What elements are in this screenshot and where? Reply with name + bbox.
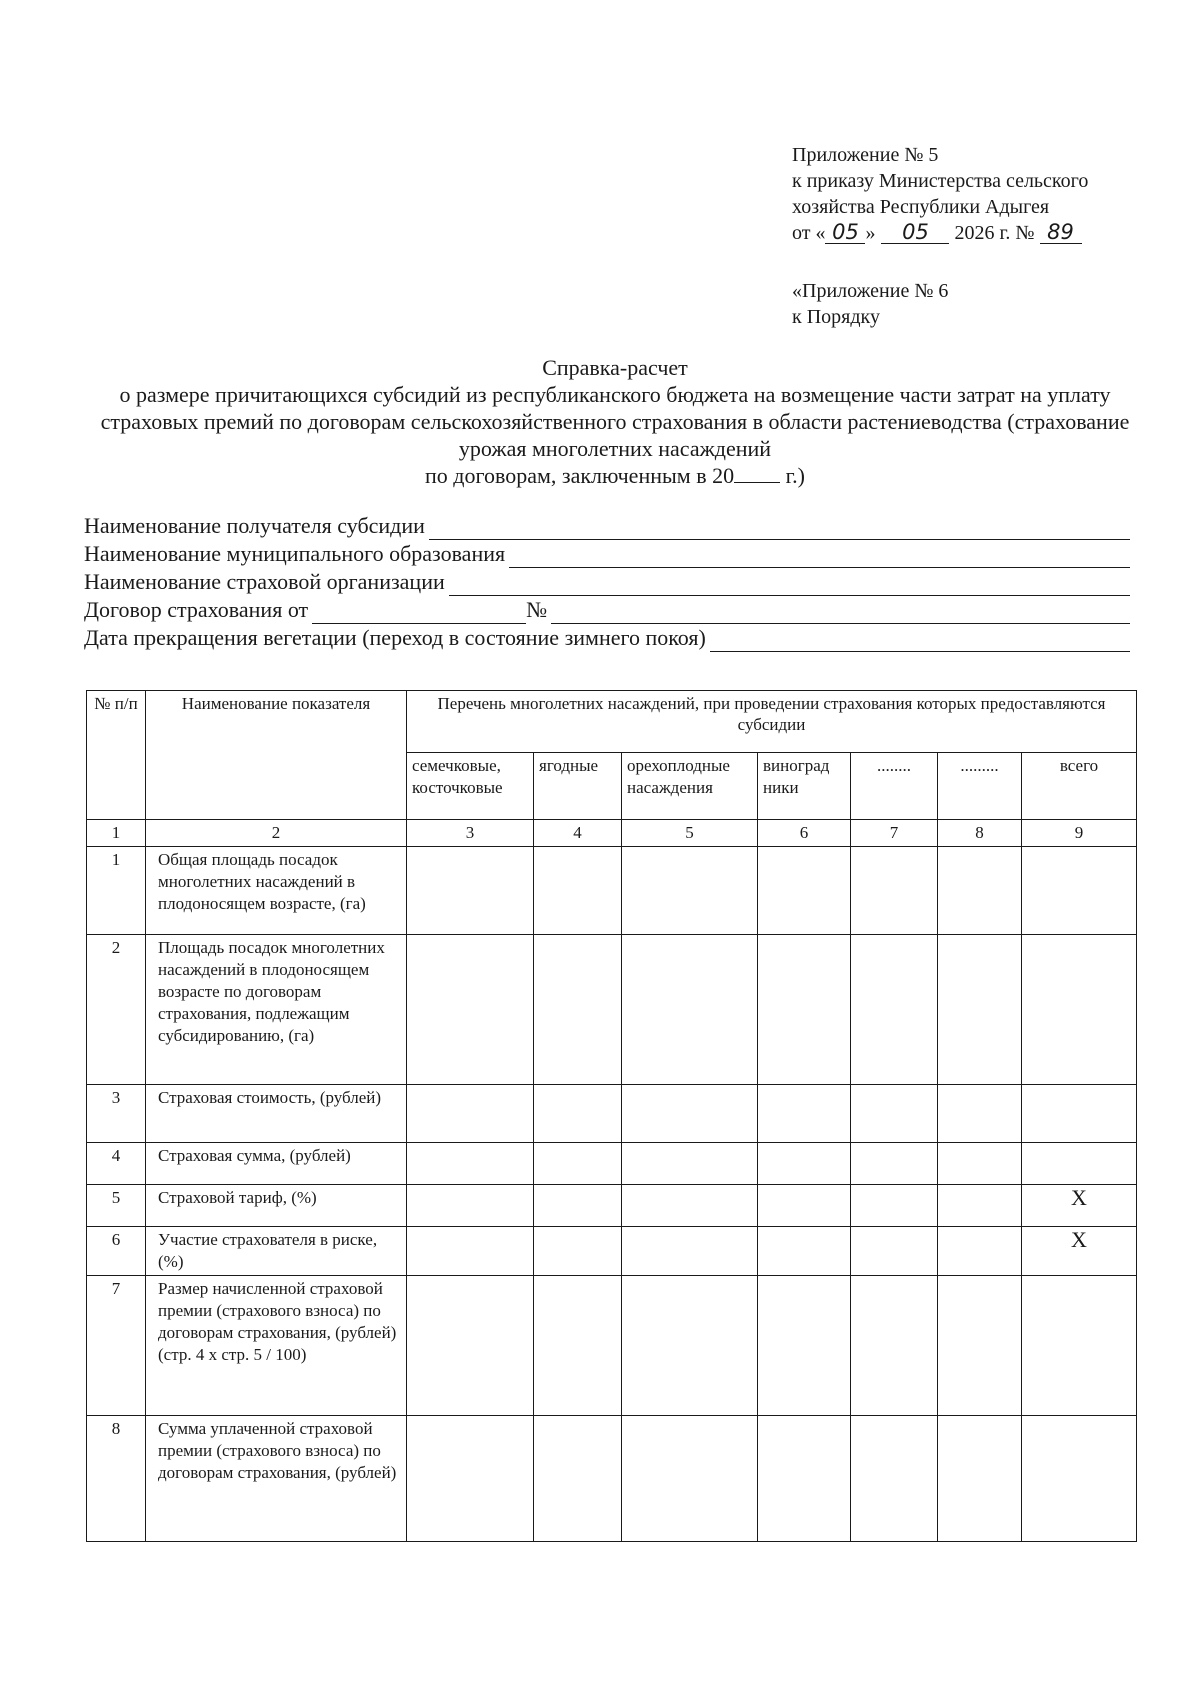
municipality-label: Наименование муниципального образования	[84, 541, 506, 566]
data-cell[interactable]	[758, 1185, 851, 1227]
appendix-title: Приложение № 5	[792, 144, 939, 166]
data-cell[interactable]	[534, 1185, 622, 1227]
data-cell[interactable]	[534, 1085, 622, 1143]
data-cell[interactable]	[622, 1143, 758, 1185]
data-cell[interactable]	[534, 1276, 622, 1416]
total-cell[interactable]	[1022, 847, 1137, 935]
date-prefix: от «	[792, 222, 826, 244]
row-number: 1	[87, 847, 146, 935]
data-cell[interactable]	[758, 1276, 851, 1416]
col-number: 7	[851, 820, 938, 847]
total-cell[interactable]	[1022, 1085, 1137, 1143]
data-cell[interactable]	[851, 1227, 938, 1276]
document-title	[90, 354, 1140, 489]
table-row	[87, 1416, 1137, 1542]
header-col-total: всего	[1022, 753, 1137, 820]
appendix-secondary	[792, 278, 948, 330]
row-number: 3	[87, 1085, 146, 1143]
data-cell[interactable]	[851, 847, 938, 935]
data-cell[interactable]	[407, 1185, 534, 1227]
appendix-date-line	[792, 220, 1088, 246]
data-cell[interactable]	[758, 935, 851, 1085]
data-cell[interactable]	[622, 1185, 758, 1227]
total-cell[interactable]	[1022, 1143, 1137, 1185]
table-row	[87, 1085, 1137, 1143]
data-cell[interactable]	[622, 1085, 758, 1143]
title-year-suffix: г.)	[785, 463, 805, 488]
row-label: Размер начисленной страховой премии (страхового взноса) по договорам страхования, (рублей) (стр. 4 х стр. 5 / 100)	[146, 1276, 407, 1416]
data-cell[interactable]	[622, 1276, 758, 1416]
data-cell[interactable]	[851, 1416, 938, 1542]
data-cell[interactable]	[622, 1227, 758, 1276]
data-cell[interactable]	[938, 1276, 1022, 1416]
data-cell[interactable]	[851, 1143, 938, 1185]
recipient-field[interactable]	[429, 519, 1130, 540]
data-cell[interactable]	[407, 1416, 534, 1542]
data-cell[interactable]	[758, 847, 851, 935]
data-cell[interactable]	[407, 1227, 534, 1276]
data-cell[interactable]	[407, 935, 534, 1085]
handwritten-month: 05	[881, 221, 949, 244]
title-year-prefix: по договорам, заключенным в 20	[425, 463, 735, 488]
col-number: 6	[758, 820, 851, 847]
data-cell[interactable]	[938, 1085, 1022, 1143]
data-cell[interactable]	[938, 1185, 1022, 1227]
row-label: Сумма уплаченной страховой премии (страхового взноса) по договорам страхования, (рублей)	[146, 1416, 407, 1542]
header-number: № п/п	[87, 691, 146, 820]
data-cell[interactable]	[938, 847, 1022, 935]
year-blank-field[interactable]	[734, 464, 780, 483]
title-year-line	[90, 462, 1140, 489]
appendix-order-line: к приказу Министерства сельского	[792, 170, 1089, 192]
data-cell[interactable]	[407, 1085, 534, 1143]
date-year-text: 2026 г. №	[954, 222, 1035, 244]
header-plantings-group: Перечень многолетних насаждений, при проведении страхования которых предоставляются субсидии	[407, 691, 1137, 753]
appendix-header	[792, 142, 1088, 246]
row-label: Площадь посадок многолетних насаждений в плодоносящем возрасте по договорам страхования, подлежащим субсидированию, (га)	[146, 935, 407, 1085]
row-label: Страховая сумма, (рублей)	[146, 1143, 407, 1185]
data-cell[interactable]	[938, 1416, 1022, 1542]
header-row-1	[87, 691, 1137, 753]
total-cell[interactable]	[1022, 935, 1137, 1085]
col-number: 4	[534, 820, 622, 847]
title-description: о размере причитающихся субсидий из республиканского бюджета на возмещение части затрат на уплату страховых премий по договорам сельскохозяйственного страхования в области растениеводства (страхование урожая многолетних насаждений	[100, 382, 1130, 461]
contract-date-field[interactable]	[312, 603, 526, 624]
row-label: Участие страхователя в риске, (%)	[146, 1227, 407, 1276]
table-row	[87, 1227, 1137, 1276]
data-cell[interactable]	[938, 935, 1022, 1085]
calculation-table	[86, 690, 1137, 1542]
recipient-row	[84, 512, 1130, 540]
table-row	[87, 1276, 1137, 1416]
vegetation-label: Дата прекращения вегетации (переход в состояние зимнего покоя)	[84, 625, 706, 650]
handwritten-order-number: 89	[1040, 221, 1082, 244]
municipality-row	[84, 540, 1130, 568]
municipality-field[interactable]	[509, 547, 1130, 568]
appendix-secondary-title: «Приложение № 6	[792, 280, 949, 302]
table-row	[87, 847, 1137, 935]
data-cell[interactable]	[851, 1085, 938, 1143]
row-number: 5	[87, 1185, 146, 1227]
header-col-blank-2: .........	[938, 753, 1022, 820]
data-cell[interactable]	[622, 847, 758, 935]
data-cell[interactable]	[534, 935, 622, 1085]
data-cell[interactable]	[534, 1227, 622, 1276]
header-col-blank-1: ........	[851, 753, 938, 820]
data-cell[interactable]	[938, 1143, 1022, 1185]
header-col-vineyard: виноград ники	[758, 753, 851, 820]
header-col-berry: ягодные	[534, 753, 622, 820]
table-row	[87, 1185, 1137, 1227]
table-row	[87, 935, 1137, 1085]
header-col-pome-stone: семечковые, косточковые	[407, 753, 534, 820]
col-number: 8	[938, 820, 1022, 847]
data-cell[interactable]	[851, 1276, 938, 1416]
header-indicator-name: Наименование показателя	[146, 691, 407, 820]
data-cell[interactable]	[622, 1416, 758, 1542]
appendix-ministry-line: хозяйства Республики Адыгея	[792, 196, 1050, 218]
col-number: 5	[622, 820, 758, 847]
appendix-secondary-ref: к Порядку	[792, 306, 880, 328]
vegetation-row	[84, 624, 1130, 652]
data-cell[interactable]	[758, 1085, 851, 1143]
data-cell[interactable]	[407, 847, 534, 935]
data-cell[interactable]	[407, 1276, 534, 1416]
data-cell[interactable]	[534, 1416, 622, 1542]
data-cell[interactable]	[534, 847, 622, 935]
header-col-nut: орехоплодные насаждения	[622, 753, 758, 820]
form-fields	[84, 512, 1130, 652]
row-label: Общая площадь посадок многолетних насаждений в плодоносящем возрасте, (га)	[146, 847, 407, 935]
recipient-label: Наименование получателя субсидии	[84, 513, 425, 538]
col-number: 1	[87, 820, 146, 847]
row-number: 6	[87, 1227, 146, 1276]
total-cell[interactable]	[1022, 1416, 1137, 1542]
total-cell-crossed: X	[1022, 1185, 1137, 1227]
data-cell[interactable]	[534, 1143, 622, 1185]
row-label: Страховая стоимость, (рублей)	[146, 1085, 407, 1143]
col-number: 2	[146, 820, 407, 847]
row-number: 8	[87, 1416, 146, 1542]
insurer-label: Наименование страховой организации	[84, 569, 445, 594]
data-cell[interactable]	[758, 1227, 851, 1276]
insurer-row	[84, 568, 1130, 596]
contract-date-label: Договор страхования от	[84, 597, 309, 622]
data-cell[interactable]	[622, 935, 758, 1085]
date-close-quote: »	[865, 222, 876, 244]
row-number: 7	[87, 1276, 146, 1416]
total-cell[interactable]	[1022, 1276, 1137, 1416]
handwritten-day: 05	[825, 221, 865, 244]
contract-number-label: №	[526, 597, 548, 622]
data-cell[interactable]	[758, 1416, 851, 1542]
data-cell[interactable]	[851, 935, 938, 1085]
data-cell[interactable]	[407, 1143, 534, 1185]
column-number-row	[87, 820, 1137, 847]
contract-number-field[interactable]	[551, 603, 1130, 624]
data-cell[interactable]	[851, 1185, 938, 1227]
data-cell[interactable]	[938, 1227, 1022, 1276]
data-cell[interactable]	[758, 1143, 851, 1185]
col-number: 3	[407, 820, 534, 847]
total-cell-crossed: X	[1022, 1227, 1137, 1276]
vegetation-field[interactable]	[710, 631, 1130, 652]
title-heading: Справка-расчет	[542, 355, 688, 380]
contract-row	[84, 596, 1130, 624]
row-label: Страховой тариф, (%)	[146, 1185, 407, 1227]
insurer-field[interactable]	[449, 575, 1130, 596]
row-number: 4	[87, 1143, 146, 1185]
col-number: 9	[1022, 820, 1137, 847]
row-number: 2	[87, 935, 146, 1085]
table-row	[87, 1143, 1137, 1185]
